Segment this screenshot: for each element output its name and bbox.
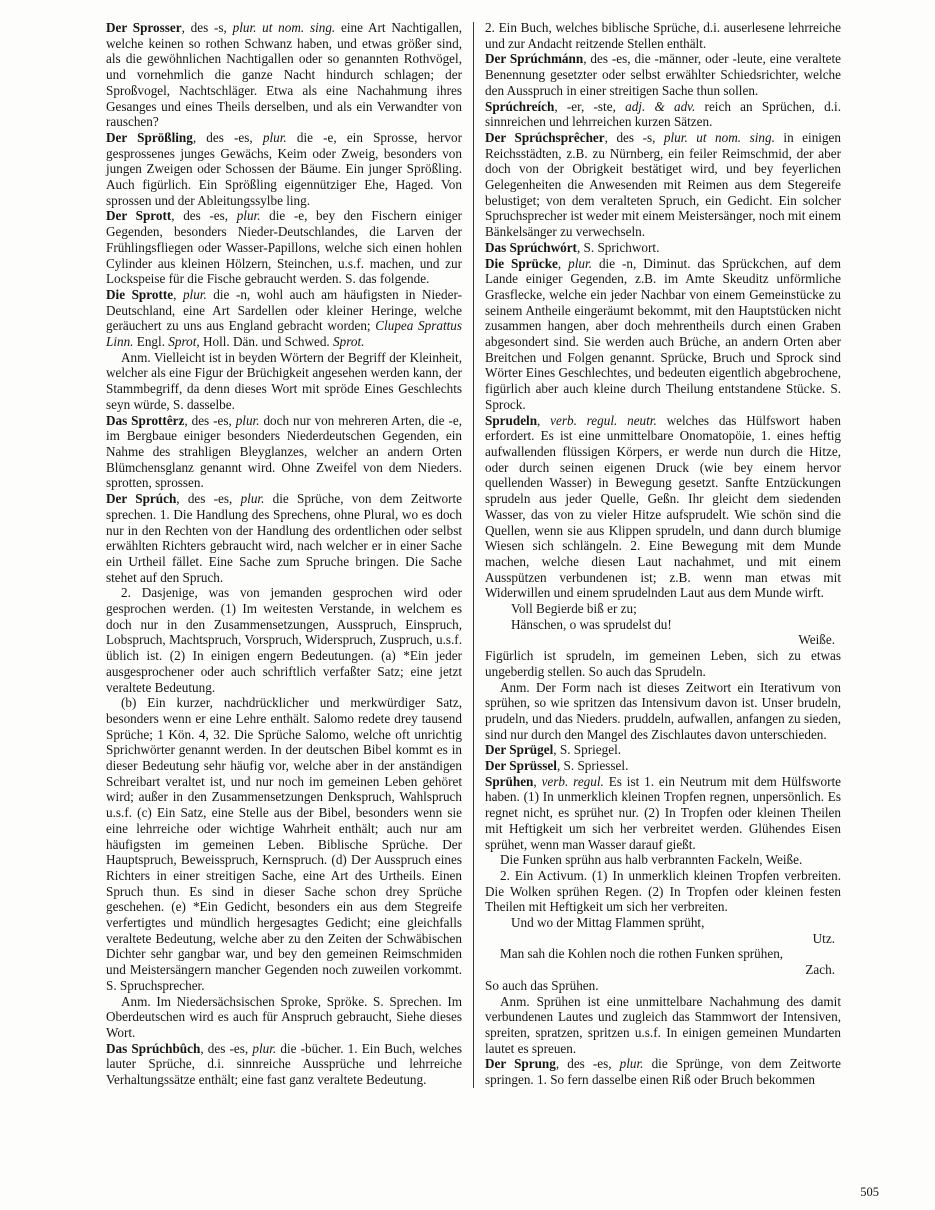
text-run: , S. Sprichwort.: [576, 239, 660, 255]
text-run: die -e, ein Sprosse, hervor gesprossenes junges Gewächs, Keim oder Zweig, besonders von jungen Zweigen oder Schossen der Bäume. Ein junger Sprößling. Auch figürlich. Ein Sprößling eigennütziger Ehe, Haged. Von sprossen und der Ableitungssylbe ling.: [106, 129, 462, 208]
paragraph: [106, 585, 462, 695]
text-run: Sprot.: [333, 334, 365, 350]
text-run: Anm. Vielleicht ist in beyden Wörtern der Begriff der Kleinheit, welcher als eine Figur der Brüchigkeit angesehen werden kann, der Stammbegriff, da denn dieses Wort mit spröde Eines Geschlechts seyn würde, S. dasselbe.: [106, 349, 462, 412]
text-run: Voll Begierde biß er zu;: [511, 601, 637, 617]
text-run: , S. Spriegel.: [553, 742, 622, 758]
text-run: adj. & adv.: [625, 98, 696, 114]
text-run: , des -es,: [176, 491, 241, 507]
text-run: doch nur von mehreren Arten, die -e, im Bergbaue einiger besonders Niederdeutschen Gegenden, ein Nahme des strahligen Bleyglanzes, welcher an andern Orten Blümchensglanz genannt wird. Ohne Zweifel von dem Nieders. sprotten, sprossen.: [106, 412, 462, 491]
paragraph: [106, 994, 462, 1041]
text-run: die -bücher. 1. Ein Buch, welches lauter Sprüche, d.i. sinnreiche Aussprüche und lehrreiche Verhaltungssätze enthält; eine fast ganz veraltete Bedeutung.: [106, 1040, 462, 1088]
paragraph: [485, 852, 841, 868]
headword: Der Sprung: [485, 1056, 556, 1072]
text-run: die -n, Diminut. das Sprückchen, auf dem Lande einiger Gegenden, z.B. im Amte Skeuditz unförmliche Grasflecke, welche ein jeder Nachbar von einem Gemeinstücke zu seinem Antheile eingeräumt bekommt, mit den Hauptstücken nicht zusammen hangen, aber doch mehrentheils durch einen Graben abgesondert sind. Sie werden auch Brüche, an andern Orten aber Breitchen und Folgen genannt. Sprücke, Bruch und Sprock sind Wörter Eines Geschlechtes, und bedeuten eigentlich abgebrochene, figürlich aber auch kleine durch Theilung entstandene Stücke. S. Sprock.: [485, 255, 842, 412]
text-run: (b) Ein kurzer, nachdrücklicher und merkwürdiger Satz, besonders wenn er eine Lehre enthält. Salomo redete drey tausend Sprüche; 1 Kön. 4, 32. Die Sprüche Salomo, welche oft unrichtig Sprichwörter genannt werden. In der deutschen Bibel kommt es in dieser Bedeutung sehr häufig vor, welche aber in der anständigen Schreibart veraltet ist, und nur noch im gemeinen Leben gehöret wird; außer in den Zusammensetzungen Denkspruch, Wahlspruch u.s.f. (c) Ein Satz, eine Stelle aus der Bibel, besonders wenn sie eine lehrreiche oder wichtige Wahrheit enthält; auch nur am häufigsten im gemeinen Leben. Biblische Sprüche. Der Hauptspruch, Beweisspruch, Kernspruch. (d) Der Ausspruch eines Richters in einer streitigen Sache, eine Art des Urtheils. Einen Spruch thun. Es sind in dieser Sache schon drey Sprüche geschehen. (e) *Ein Gedicht, besonders ein aus dem Stegreife verfertigtes und mündlich hergesagtes Gedicht; eine gleichfalls veraltete Bedeutung, welche aber zu den Zeiten der Schwäbischen Dichter sehr gangbar war, und bey den gemeinen Reimschmiden und Meistersängern mancher Gegenden noch zuweilen vorkommt. S. Spruchsprecher.: [106, 695, 462, 993]
text-run: , des -s,: [181, 20, 233, 35]
text-run: eine Art Nachtigallen, welche keinen so rothen Schwanz haben, und etwas größer sind, als die gewöhnlichen Nachtigallen oder so genannten Rothvögel, und vornehmlich die ganze Nacht hindurch schlagen; der Sproßvogel, Nachtschläger. Etwa als eine Nachahmung ihres Gesanges und eines Theils derselben, und als ein Verwandter von rauschen?: [106, 20, 462, 130]
paragraph: [485, 868, 841, 915]
text-run: die -n, wohl auch am häufigsten in Nieder-Deutschland, eine Art Sardellen oder kleiner Heringe, welche geräuchert zu uns aus England gebracht worden;: [106, 286, 462, 334]
text-run: Figürlich ist sprudeln, im gemeinen Leben, sich zu etwas ungeberdig stellen. So auch das Sprudeln.: [485, 648, 841, 679]
paragraph: [485, 648, 841, 679]
headword: Das Sprúchbûch: [106, 1040, 201, 1056]
dictionary-entry: [485, 774, 841, 853]
verse-attribution: [485, 632, 841, 648]
headword: Sprudeln: [485, 412, 538, 428]
text-run: verb. regul. neutr.: [550, 412, 657, 428]
text-column-left: [106, 20, 462, 1088]
headword: Der Sprosser: [106, 20, 182, 35]
text-run: plur.: [568, 255, 592, 271]
text-run: die Sprüche, von dem Zeitworte sprechen. 1. Die Handlung des Sprechens, ohne Plural, wo es doch nur in den Rechten von der Handlung des ordentlichen oder selbst erwählten Richters gebraucht wird, nach welcher er in einer Sache ein Urtheil fället. Eine Sache zum Spruche bringen. Die Sache stehet auf den Spruch.: [106, 491, 462, 585]
dictionary-entry: [485, 413, 841, 601]
text-run: 2. Ein Activum. (1) In unmerklich kleinen Tropfen verbreiten. Die Wolken sprühen Regen. (2) In Tropfen oder kleinen festen Theilen mit Heftigkeit um sich her verbreiten.: [485, 867, 841, 915]
dictionary-entry: [106, 208, 462, 287]
text-run: Weiße.: [798, 632, 835, 648]
verse-line: [485, 915, 841, 931]
text-run: plur.: [235, 412, 260, 428]
text-run: welches das Hülfswort haben erfordert. Es ist eine unmittelbare Onomatopöie, 1. eines heftig aufwallenden flüssigen Körpers, er werde nun durch die Hitze, oder durch seinen eigenen Druck (wie bey einem hervor quellenden Wasser) in Bewegung gesetzt. Sanfte Entzückungen sprudeln aus jeder Quelle, Geßn. Ihr gleicht dem siedenden Wasser, das von zu vieler Hitze aufsprudelt. Wie schön sind die Quellen, wenn sie aus Klippen sprudeln, und dann durch blumige Wiesen sich schlängeln. 2. Eine Bewegung mit dem Munde machen, welche diesen Laut nachahmet, und mit einem Ausspützen verbundenen ist; z.B. wenn man etwas mit Widerwillen und einem sprudelnden Laut aus dem Munde wirft.: [485, 412, 841, 601]
headword: Der Sprügel: [485, 742, 554, 758]
dictionary-entry: [485, 51, 841, 98]
column-divider: [473, 22, 474, 1088]
text-run: Es ist 1. ein Neutrum mit dem Hülfsworte haben. (1) In unmerklich kleinen Tropfen regnen, unpersönlich. Es regnet nicht, es sprühet nur. (2) In Tropfen oder kleinen Theilen mit Heftigkeit um sich her verbreitet werden. Glühendes Eisen sprühet, wenn man Wasser darauf gießt.: [485, 773, 842, 852]
text-run: plur.: [240, 491, 265, 507]
text-run: plur. ut nom. sing.: [232, 20, 336, 35]
text-run: , S. Spriessel.: [556, 758, 629, 774]
text-run: die Sprünge, von dem Zeitworte springen. 1. So fern dasselbe einen Riß oder Bruch bekommen: [485, 1056, 841, 1088]
text-run: 2. Ein Buch, welches biblische Sprüche, d.i. auserlesene lehrreiche und zur Andacht reitzende Stellen enthält.: [485, 20, 841, 51]
verse-line: [485, 601, 841, 617]
dictionary-entry: [485, 742, 841, 758]
headword: Das Sprottêrz: [106, 412, 185, 428]
text-run: , -er, -ste,: [554, 98, 626, 114]
dictionary-entry: [106, 130, 462, 209]
headword: Das Sprúchwórt: [485, 239, 577, 255]
headword: Die Sprücke: [485, 255, 558, 271]
text-run: , des -es,: [192, 129, 263, 145]
headword: Die Sprotte: [106, 286, 174, 302]
text-run: 2. Dasjenige, was von jemanden gesprochen wird oder gesprochen werden. (1) Im weitesten Verstande, in welchem es doch nur in den Zusammensetzungen, Ausspruch, Einspruch, Lobspruch, Machtspruch, Vorspruch, Widerspruch, Zuspruch, u.s.f. üblich ist. (2) In einigen engern Bedeutungen. (a) *Ein jeder ausgesprochener oder auch schriftlich verfaßter Satz; eine jetzt veraltete Bedeutung.: [106, 585, 462, 695]
text-run: Hänschen, o was sprudelst du!: [511, 616, 672, 632]
text-run: , des -es,: [555, 1056, 620, 1072]
dictionary-entry: [106, 287, 462, 350]
paragraph: [106, 350, 462, 413]
headword: Der Sprott: [106, 208, 172, 224]
headword: Der Sprúch: [106, 491, 177, 507]
headword: Der Sprúchsprêcher: [485, 129, 605, 145]
verse-attribution: [485, 931, 841, 947]
text-run: ,: [533, 773, 542, 789]
text-run: ,: [537, 412, 551, 428]
text-run: , des -es, die -männer, oder -leute, eine veraltete Benennung gesetzter oder selbst erwählter Schiedsrichter, welche den Ausspruch in einer streitigen Sache thun sollen.: [485, 51, 841, 98]
dictionary-entry: [485, 758, 841, 774]
text-run: plur.: [619, 1056, 644, 1072]
text-run: reich an Sprüchen, d.i. sinnreichen und lehrreichen kurzen Sätzen.: [485, 98, 841, 130]
headword: Der Sprüssel: [485, 758, 557, 774]
text-run: Utz.: [812, 930, 835, 946]
text-run: verb. regul.: [541, 773, 604, 789]
headword: Der Sprößling: [106, 129, 193, 145]
text-run: Die Funken sprühn aus halb verbrannten Fackeln, Weiße.: [500, 852, 803, 868]
dictionary-entry: [485, 1056, 841, 1087]
dictionary-entry: [485, 130, 841, 240]
text-run: die -e, bey den Fischern einiger Gegenden, besonders Nieder-Deutschlandes, die Larven der Frühlingsfliegen oder Wasser-Papillons, welche sich einen hohlen Cylinder aus kleinen Hölzern, Steinchen, u.s.f. machen, und zur Lockspeise für die Fische gebraucht werden. S. das folgende.: [106, 208, 462, 287]
dictionary-entry: [106, 413, 462, 492]
dictionary-entry: [485, 256, 841, 413]
text-run: plur.: [236, 208, 261, 224]
verse-attribution: [485, 962, 841, 978]
headword: Der Sprúchmánn: [485, 51, 584, 67]
text-run: plur.: [182, 286, 207, 302]
text-run: , des -es,: [171, 208, 237, 224]
text-run: , des -es,: [200, 1040, 253, 1056]
text-run: plur. ut nom. sing.: [663, 129, 775, 145]
text-run: So auch das Sprühen.: [485, 977, 599, 993]
text-run: plur.: [252, 1040, 277, 1056]
dictionary-entry: [485, 99, 841, 130]
text-run: Und wo der Mittag Flammen sprüht,: [511, 915, 705, 931]
paragraph: [106, 695, 462, 993]
text-run: Man sah die Kohlen noch die rothen Funken sprühen,: [500, 946, 784, 962]
text-run: ,: [557, 255, 569, 271]
headword: Sprúchreích: [485, 98, 555, 114]
dictionary-entry: [485, 240, 841, 256]
text-run: Anm. Sprühen ist eine unmittelbare Nachahmung des damit verbundenen Lautes und zugleich das Stammwort der Intensiven, spreiten, spratzen, spritzen u.s.f. In einigen gemeinen Mundarten lautet es spreuen.: [485, 993, 841, 1056]
text-run: Anm. Der Form nach ist dieses Zeitwort ein Iterativum von sprühen, so wie spritzen das Intensivum davon ist. Unser brudeln, prudeln, und das Nieders. pruddeln, aufwallen, anfangen zu sieden, sind nur durch den Mangel des Zischlautes davon unterschieden.: [485, 679, 841, 742]
dictionary-entry: [106, 491, 462, 585]
text-run: Zach.: [805, 962, 835, 978]
text-run: in einigen Reichsstädten, z.B. zu Nürnberg, ein feiler Reimschmid, der aber doch von der Obrigkeit bestätiget wird, und bey feyerlichen Gelegenheiten die Anwesenden mit Reimen aus dem Stegereife belustiget; von dem veralteten Spruch, ein Gedicht. Ein solcher Spruchsprecher ist weder mit einem Meistersänger, noch mit einem Bänkelsänger zu verwechseln.: [485, 129, 842, 240]
paragraph: [485, 994, 841, 1057]
paragraph: [485, 978, 841, 994]
paragraph: [485, 20, 841, 51]
text-run: plur.: [262, 129, 287, 145]
page-content: [106, 20, 841, 1088]
dictionary-entry: [106, 20, 462, 130]
text-run: Anm. Im Niedersächsischen Sproke, Spröke. S. Sprechen. Im Oberdeutschen wird es auch für Anspruch gebraucht, Siehe dieses Wort.: [106, 993, 462, 1040]
paragraph: [485, 946, 841, 962]
text-run: Engl.: [133, 334, 169, 350]
text-run: ,: [173, 286, 183, 302]
text-run: Holl. Dän. und Schwed.: [199, 334, 334, 350]
paragraph: [485, 680, 841, 743]
text-run: , des -es,: [184, 412, 236, 428]
verse-line: [485, 617, 841, 633]
page-number: 505: [860, 1185, 879, 1199]
text-column-right: [485, 20, 841, 1088]
headword: Sprühen: [485, 773, 534, 789]
text-run: Clupea Sprattus Linn.: [106, 318, 463, 350]
text-run: , des -s,: [604, 129, 664, 145]
dictionary-entry: [106, 1041, 462, 1088]
text-run: Sprot,: [168, 334, 200, 350]
